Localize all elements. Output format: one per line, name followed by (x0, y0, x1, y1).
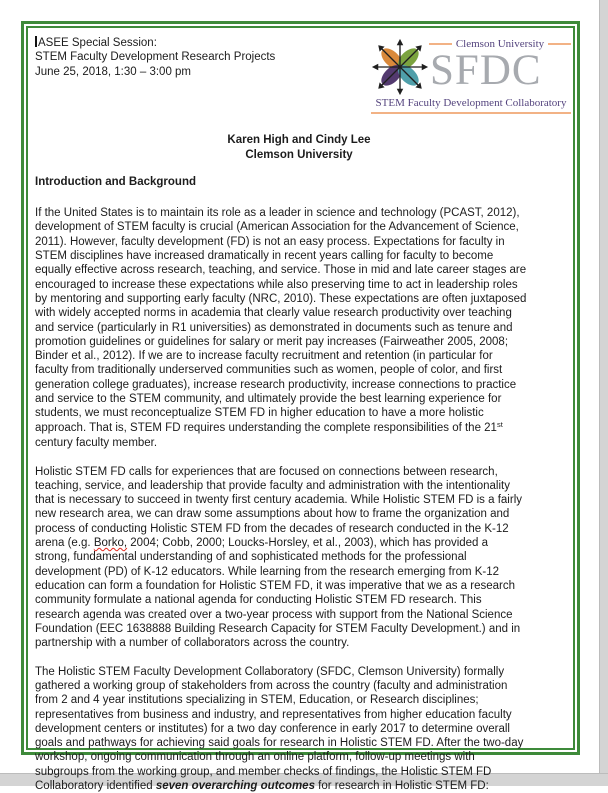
text-segment: development of STEM faculty is crucial (American Association for the Advancement of Science, (35, 221, 519, 234)
text-segment: seven overarching outcomes (155, 780, 315, 793)
desk-background-right (599, 0, 608, 786)
text-segment: new research area, we can draw some assumptions about how to frame the organization and (35, 508, 510, 521)
text-line (35, 421, 573, 436)
session-info (35, 34, 275, 79)
text-line (35, 522, 573, 536)
session-subtitle: STEM Faculty Development Research Projects (35, 51, 276, 64)
sfdc-logo (371, 34, 571, 114)
session-title-line (35, 36, 275, 50)
logo-acronym: SFDC (430, 47, 542, 95)
page-border-frame (21, 21, 580, 793)
text-segment: workshop, ongoing communication through an online platform, follow-up meetings with (35, 751, 475, 764)
text-segment: and service to the STEM community, and ultimately provide the best learning experience for (35, 393, 502, 406)
text-segment: representatives from business and industry, and representatives from higher education faculty (35, 708, 512, 721)
text-segment: 2011). However, faculty development (FD) is not an easy process. Expectations for faculty in (35, 235, 505, 248)
text-segment: 2004; Cobb, 2000; Loucks-Horsley, et al., 2003), which has provided a (127, 537, 489, 550)
text-segment: Binder et al., 2012). If we are to increase faculty recruitment and retention (in particular for (35, 350, 493, 363)
text-line (35, 392, 573, 406)
text-segment: The Holistic STEM Faculty Development Collaboratory (SFDC, Clemson University) formally (35, 665, 505, 678)
text-line (35, 321, 573, 335)
text-segment: education can form a foundation for Holistic STEM FD, it was imperative that we as a research (35, 579, 516, 592)
text-segment: partnership with a number of collaborators across the country. (35, 637, 350, 650)
text-line (35, 349, 573, 363)
text-line (35, 693, 573, 707)
text-line (35, 708, 573, 722)
text-segment: Collaboratory identified (35, 780, 156, 793)
text-segment: gathered a working group of stakeholders from across the country (faculty and administration (35, 679, 508, 692)
text-line (35, 636, 573, 650)
text-line (35, 565, 573, 579)
orange-rule-right (548, 43, 571, 45)
sfdc-logo-text (429, 34, 571, 95)
text-segment: goals and pathways for achieving said goals for research in Holistic STEM FD. After the two-day (35, 737, 524, 750)
text-segment: strong, fundamental understanding of and sophisticated methods for the professional (35, 551, 467, 564)
text-line (35, 550, 573, 564)
text-segment: research agenda was created over a two-year process with support from the National Science (35, 608, 513, 621)
text-line (35, 679, 573, 693)
text-segment: for research in Holistic STEM FD: (314, 780, 489, 793)
text-segment: STEM disciplines have increased dramatically in recent years calling for faculty to become (35, 250, 494, 263)
text-segment: generation college graduates), increase research productivity, increase connections to practice (35, 378, 517, 391)
text-segment: and service (particularly in R1 universities) as demonstrated in documents such as tenure and (35, 321, 513, 334)
page-header (35, 34, 573, 114)
text-line (35, 479, 573, 493)
text-segment: process of conducting Holistic STEM FD from the decades of research conducted in the K-12 (35, 522, 509, 535)
text-line (35, 306, 573, 320)
text-segment: approach. That is, STEM FD requires understanding the complete responsibilities of the 21 (35, 421, 497, 434)
text-segment: with widely accepted norms in academia that clearly value research productivity over teaching (35, 307, 512, 320)
text-line (35, 263, 573, 277)
misspelled-word: Borko, (93, 537, 128, 550)
text-segment: faculty from traditionally underserved communities such as women, people of color, and first (35, 364, 503, 377)
text-line (35, 363, 573, 377)
text-line (35, 249, 573, 263)
text-line (35, 278, 573, 292)
text-line (35, 465, 573, 479)
text-segment: If the United States is to maintain its role as a leader in science and technology (PCAST, 2012), (35, 207, 520, 220)
document-paragraphs (35, 206, 573, 793)
orange-rule-bottom (371, 112, 571, 114)
text-line (35, 765, 573, 779)
text-cursor-caret (35, 36, 37, 47)
text-segment: development centers or institutes) for a two day conference in early 2017 to determine overall (35, 722, 510, 735)
text-segment: st (496, 419, 503, 429)
text-segment: by mentoring and supporting early faculty (NRC, 2010). These expectations are often juxtaposed (35, 292, 527, 305)
session-title: ASEE Special Session: (38, 37, 157, 49)
text-line (35, 378, 573, 392)
section-heading: Introduction and Background (35, 175, 196, 188)
text-line (35, 579, 573, 593)
text-line (35, 622, 573, 636)
text-line (35, 235, 573, 249)
logo-institution: Clemson University (455, 38, 545, 50)
text-segment: promotion guidelines or guidelines for salary or merit pay increases (Fairweather 2005, 2008; (35, 335, 509, 348)
paragraph (35, 206, 573, 450)
text-segment: students, we must reconceptualize STEM FD in higher education to have a more holistic (35, 407, 484, 420)
text-segment: subgroups from the working group, and member checks of findings, the Holistic STEM FD (35, 765, 492, 778)
text-line (35, 665, 573, 679)
text-line (35, 750, 573, 764)
text-segment: community formulate a national agenda for conducting Holistic STEM FD research. This (35, 594, 482, 607)
text-line (35, 493, 573, 507)
text-line (35, 536, 573, 550)
text-line (35, 220, 573, 234)
text-line (35, 593, 573, 607)
text-line (35, 206, 573, 220)
text-line (35, 507, 573, 521)
text-segment: equally effective across research, teaching, and service. Those in mid and late career stages are (35, 264, 527, 277)
text-line (35, 722, 573, 736)
paragraph (35, 465, 573, 651)
text-line (35, 436, 573, 450)
text-segment: encouraged to increase these expectations while also preserving time to act in leadership roles (35, 278, 518, 291)
byline (35, 133, 563, 162)
logo-tagline: STEM Faculty Development Collaboratory (375, 97, 567, 109)
text-line (35, 779, 573, 793)
orange-rule-left (429, 43, 452, 45)
text-segment: from 2 and 4 year institutions specializing in STEM, Education, or Research disciplines; (35, 694, 479, 707)
text-line (35, 406, 573, 420)
text-segment: arena (e.g. (35, 537, 94, 550)
authors-line: Karen High and Cindy Lee (227, 134, 371, 147)
text-segment: teaching, service, and leadership that provide faculty and administration with the intentionality (35, 479, 510, 492)
text-segment: century faculty member. (35, 436, 158, 449)
text-segment: Foundation (EEC 1638888 Building Research Capacity for STEM Faculty Development.) and in (35, 622, 521, 635)
paragraph (35, 665, 573, 793)
session-datetime: June 25, 2018, 1:30 – 3:00 pm (35, 65, 192, 78)
text-segment: development (PD) of K-12 educators. While learning from the research emerging from K-12 (35, 565, 500, 578)
text-line (35, 608, 573, 622)
affiliation-line: Clemson University (245, 148, 353, 161)
sfdc-logo-main (371, 34, 571, 96)
text-line (35, 736, 573, 750)
text-line (35, 335, 573, 349)
text-line (35, 292, 573, 306)
text-segment: that is necessary to succeed in twenty first century academia. While Holistic STEM FD is a fairly (35, 494, 522, 507)
document-body[interactable] (26, 26, 575, 793)
text-segment: Holistic STEM FD calls for experiences that are focused on connections between research, (35, 465, 498, 478)
pinwheel-leaves-icon (371, 38, 429, 96)
